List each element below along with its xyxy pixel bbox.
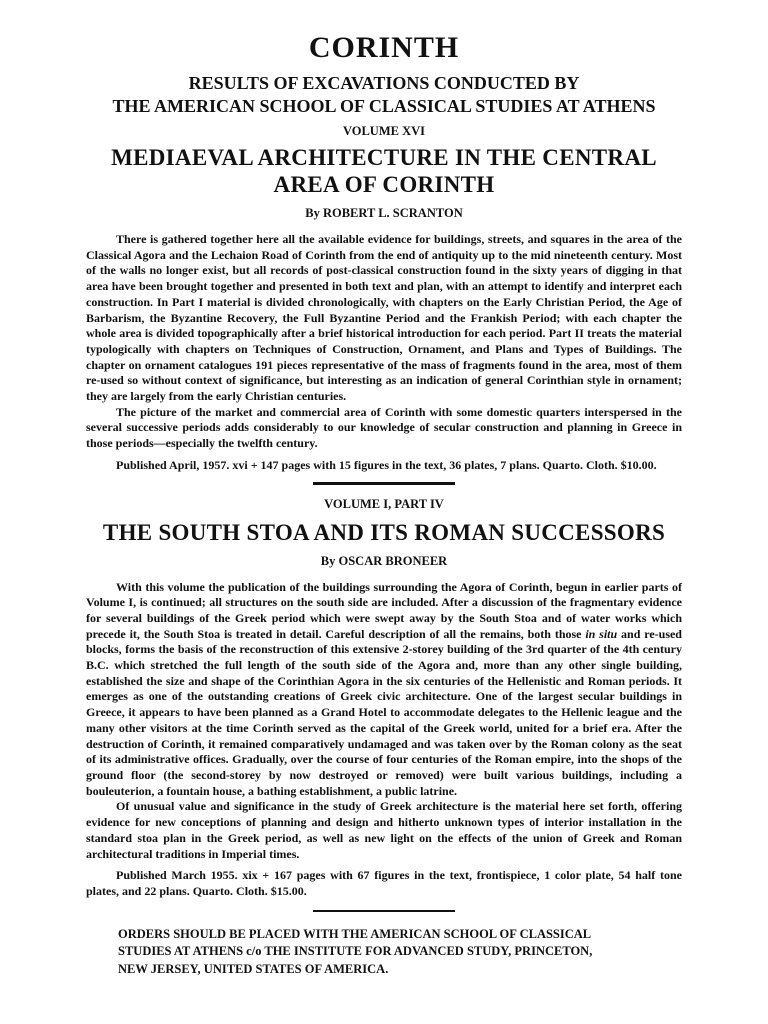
volume1-paragraph1-text-b: and re-used blocks, forms the basis of the reconstruction of this extensive 2-storey building of the 3rd quarter of the 4th century B.C. which stretched the full length of the south side of the Agora and, more than any other single building, established the size and shape of the Corinthian Agora in the six centuries of the Hellenistic and Roman periods. It emerges as one of the outstanding creations of Greek civic architecture. One of the largest secular buildings in Greece, it appears to have been planned as a Grand Hotel to accommodate delegates to the Hellenic league and the many other visitors at the time Corinth served as the capital of the Greek world, united for a brief era. After the destruction of Corinth, it remained comparatively undamaged and was taken over by the Roman colony as the seat of its administrative offices. Gradually, over the course of four centuries of the Roman empire, into the shops of the ground floor (the second-storey by now destroyed or removed) were built various buildings, including a bouleuterion, a fountain house, a bathing establishment, a public latrine. (86, 626, 682, 798)
volume1-label: VOLUME I, PART IV (324, 496, 444, 511)
volume16-title-line2: AREA OF CORINTH (273, 172, 495, 197)
volume16-author: By ROBERT L. SCRANTON (305, 206, 463, 220)
volume1-title: THE SOUTH STOA AND ITS ROMAN SUCCESSORS (102, 519, 666, 545)
orders-line3: NEW JERSEY, UNITED STATES OF AMERICA. (118, 961, 389, 976)
volume16-paragraph1: There is gathered together here all the available evidence for buildings, streets, and squares in the area of the Classical Agora and the Lechaion Road of Corinth from the end of antiquity up to the mid nineteenth century. Most of the walls no longer exist, but all records of post-classical construction found in the sixty years of digging in that area have been brought together and presented in both text and plan, with an attempt to identify and interpret each construction. In Part I material is divided chronologically, with chapters on the Early Christian Period, the Age of Barbarism, the Byzantine Recovery, the Full Byzantine Period and the Frankish Period; with each chapter the whole area is divided topographically after a brief historical introduction for each period. Part II treats the material typologically with chapters on Techniques of Construction, Ornament, and Plans and Types of Buildings. The chapter on ornament catalogues 191 pieces representative of the mass of fragments found in the area, most of them re-used so without context of significance, but interesting as an indication of general Corinthian style in ornament; they are largely from the early Christian centuries. (86, 232, 682, 404)
volume1-paragraph1 (86, 580, 682, 800)
orders-line1: ORDERS SHOULD BE PLACED WITH THE AMERICAN SCHOOL OF CLASSICAL (118, 926, 592, 941)
series-subtitle-line2: THE AMERICAN SCHOOL OF CLASSICAL STUDIES AT ATHENS (112, 96, 656, 116)
series-title: CORINTH (308, 31, 460, 64)
series-subtitle-line1: RESULTS OF EXCAVATIONS CONDUCTED BY (188, 73, 580, 93)
volume1-description (86, 580, 682, 900)
volume16-label: VOLUME XVI (342, 124, 426, 138)
volume16-paragraph2: The picture of the market and commercial area of Corinth with some domestic quarters interspersed in the several successive periods adds considerably to our knowledge of secular construction and planning in Greece in those periods—especially the twelfth century. (86, 404, 682, 451)
volume1-paragraph1-text-a: With this volume the publication of the buildings surrounding the Agora of Corinth, begun in earlier parts of Volume I, is continued; all structures on the south side are included. After a discussion of the fragmentary evidence for several buildings of the Greek period which were swept away by the South Stoa and of water works which precede it, the South Stoa is treated in detail. Careful description of all the remains, both those (86, 579, 682, 641)
volume16-publication-info: Published April, 1957. xvi + 147 pages with 15 figures in the text, 36 plates, 7 plans. Quarto. Cloth. $10.00. (116, 457, 657, 472)
volume16-title-line1: MEDIAEVAL ARCHITECTURE IN THE CENTRAL (111, 145, 657, 170)
volume1-paragraph1-italic: in situ (585, 626, 618, 641)
footer-divider (313, 910, 455, 912)
orders-line2: STUDIES AT ATHENS c/o THE INSTITUTE FOR ADVANCED STUDY, PRINCETON, (118, 944, 593, 959)
volume1-author: By OSCAR BRONEER (320, 553, 448, 568)
volume1-publication-info: Published March 1955. xix + 167 pages with 67 figures in the text, frontispiece, 1 color plate, 54 half tone plates, and 22 plans. Quarto. Cloth. $15.00. (86, 868, 682, 898)
volume1-paragraph2: Of unusual value and significance in the study of Greek architecture is the material here set forth, offering evidence for new conceptions of planning and design and hitherto unknown types of interior installation in the standard stoa plan in the Greek period, as well as new light on the effects of the union of Greek and Roman architectural traditions in Imperial times. (86, 799, 682, 861)
volume16-description (86, 232, 682, 474)
section-divider (313, 482, 455, 485)
orders-notice (118, 926, 682, 979)
